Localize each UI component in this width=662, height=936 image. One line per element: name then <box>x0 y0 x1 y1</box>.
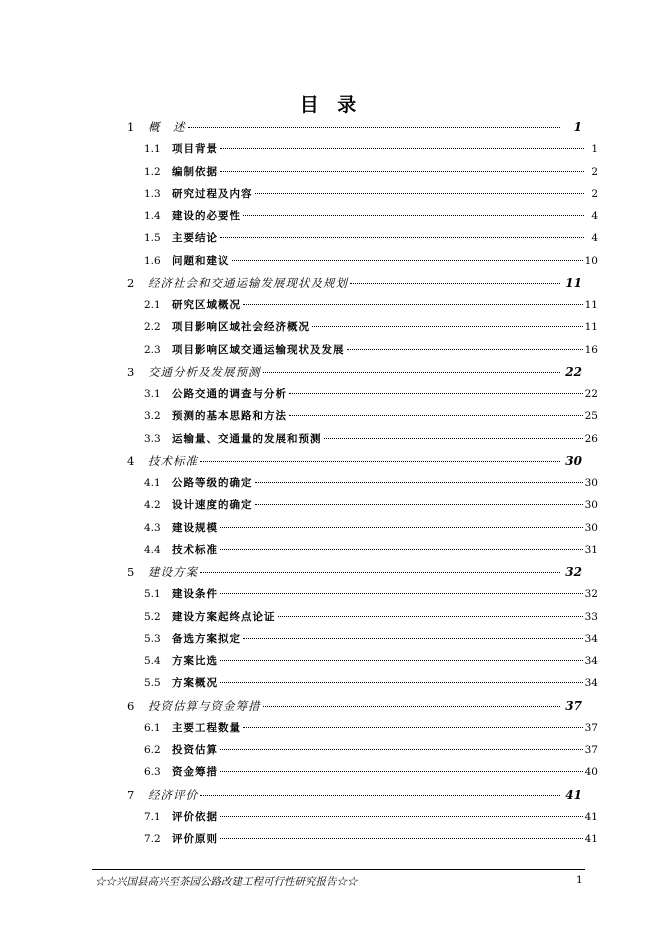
toc-entry-page: 1 <box>591 143 598 156</box>
toc-entry-label: 主要结论 <box>172 232 218 245</box>
toc-entry-page: 37 <box>584 744 598 756</box>
toc-entry-number: 2.2 <box>144 321 161 334</box>
toc-section-entry[interactable] <box>144 584 598 604</box>
toc-leader-dots <box>243 215 584 216</box>
toc-chapter-entry[interactable] <box>127 117 582 137</box>
toc-entry-number: 1.3 <box>144 187 161 200</box>
toc-leader-dots <box>289 415 583 416</box>
toc-entry-number: 2.3 <box>144 343 161 356</box>
toc-entry-number: 4.1 <box>144 477 161 489</box>
toc-leader-dots <box>350 283 560 284</box>
toc-entry-page: 30 <box>584 521 598 534</box>
footer-page-number: 1 <box>576 874 583 886</box>
toc-leader-dots <box>263 372 561 373</box>
toc-entry-label: 交通分析及发展预测 <box>148 364 261 379</box>
toc-entry-label: 方案比选 <box>172 655 218 667</box>
toc-entry-number: 5.2 <box>144 610 161 623</box>
toc-section-entry[interactable] <box>144 473 598 493</box>
toc-entry-number: 3.1 <box>144 388 161 400</box>
toc-entry-label: 备选方案拟定 <box>172 632 241 645</box>
toc-entry-page: 26 <box>584 432 598 445</box>
toc-entry-page: 32 <box>584 588 598 601</box>
toc-entry-label: 建设规模 <box>172 521 218 534</box>
toc-entry-label: 建设方案起终点论证 <box>172 610 276 623</box>
toc-leader-dots <box>220 682 583 683</box>
toc-entry-label: 公路交通的调查与分析 <box>172 388 287 400</box>
toc-leader-dots <box>243 727 583 728</box>
toc-entry-page: 22 <box>565 364 582 379</box>
page-title: 目 录 <box>299 94 363 116</box>
toc-section-entry[interactable] <box>144 629 598 649</box>
toc-entry-number: 4.2 <box>144 499 161 512</box>
toc-entry-page: 40 <box>584 766 598 779</box>
toc-entry-number: 5.4 <box>144 655 161 667</box>
toc-entry-number: 1.6 <box>144 254 161 267</box>
toc-entry-number: 7.1 <box>144 810 161 823</box>
toc-entry-page: 11 <box>584 321 598 334</box>
toc-chapter-entry[interactable] <box>127 696 582 716</box>
toc-entry-number: 2 <box>127 275 135 290</box>
toc-entry-page: 37 <box>565 698 582 713</box>
toc-entry-page: 1 <box>573 120 582 134</box>
toc-section-entry[interactable] <box>144 251 598 271</box>
toc-entry-page: 2 <box>591 165 598 178</box>
toc-entry-page: 16 <box>584 343 598 356</box>
toc-leader-dots <box>220 749 583 750</box>
toc-section-entry[interactable] <box>144 718 598 738</box>
toc-entry-label: 投资估算与资金筹措 <box>148 698 261 713</box>
toc-entry-number: 6.3 <box>144 766 161 779</box>
toc-section-entry[interactable] <box>144 807 598 827</box>
toc-entry-number: 4.4 <box>144 543 161 556</box>
toc-leader-dots <box>220 816 583 817</box>
toc-entry-page: 33 <box>584 610 598 623</box>
toc-leader-dots <box>243 638 583 639</box>
toc-entry-page: 34 <box>584 655 598 667</box>
toc-entry-number: 5 <box>127 565 135 579</box>
toc-entry-label: 概 述 <box>148 120 186 134</box>
toc-section-entry[interactable] <box>144 340 598 360</box>
toc-entry-page: 4 <box>591 210 598 222</box>
toc-entry-page: 11 <box>565 275 582 290</box>
toc-entry-page: 41 <box>584 810 598 823</box>
toc-chapter-entry[interactable] <box>127 451 582 471</box>
toc-leader-dots <box>200 795 560 796</box>
toc-entry-page: 2 <box>591 187 598 200</box>
toc-leader-dots <box>324 438 583 439</box>
toc-entry-page: 30 <box>584 499 598 512</box>
toc-leader-dots <box>220 171 584 172</box>
toc-entry-number: 6.1 <box>144 721 161 734</box>
toc-leader-dots <box>220 838 583 839</box>
toc-section-entry[interactable] <box>144 518 598 538</box>
toc-entry-page: 34 <box>584 632 598 645</box>
toc-section-entry[interactable] <box>144 495 598 515</box>
toc-entry-page: 4 <box>591 232 598 245</box>
toc-leader-dots <box>255 193 585 194</box>
toc-entry-label: 公路等级的确定 <box>172 477 253 489</box>
toc-entry-number: 1.4 <box>144 210 161 222</box>
toc-entry-number: 3.3 <box>144 432 161 445</box>
toc-entry-label: 项目背景 <box>172 143 218 156</box>
toc-entry-label: 评价原则 <box>172 833 218 845</box>
toc-section-entry[interactable] <box>144 429 598 449</box>
toc-entry-number: 1.1 <box>144 143 161 156</box>
toc-entry-page: 25 <box>584 410 598 423</box>
toc-entry-label: 方案概况 <box>172 677 218 690</box>
toc-entry-number: 6 <box>127 698 135 713</box>
toc-leader-dots <box>200 572 560 573</box>
toc-entry-number: 4.3 <box>144 521 161 534</box>
toc-leader-dots <box>278 616 583 617</box>
toc-entry-label: 项目影响区域社会经济概况 <box>172 321 310 334</box>
toc-leader-dots <box>232 260 583 261</box>
toc-entry-number: 7.2 <box>144 833 161 845</box>
toc-leader-dots <box>263 706 561 707</box>
toc-entry-label: 建设方案 <box>148 565 198 579</box>
toc-section-entry[interactable] <box>144 740 598 760</box>
toc-entry-number: 5.5 <box>144 677 161 690</box>
footer-text: ☆☆兴国县高兴至茶园公路改建工程可行性研究报告☆☆ <box>95 876 358 888</box>
toc-entry-number: 1.5 <box>144 232 161 245</box>
toc-leader-dots <box>220 148 584 149</box>
toc-entry-number: 1 <box>127 120 135 134</box>
toc-section-entry[interactable] <box>144 162 598 182</box>
toc-leader-dots <box>255 504 583 505</box>
toc-section-entry[interactable] <box>144 762 598 782</box>
toc-section-entry[interactable] <box>144 228 598 248</box>
toc-entry-label: 技术标准 <box>148 453 198 468</box>
toc-entry-page: 30 <box>584 477 598 489</box>
toc-leader-dots <box>220 527 583 528</box>
toc-entry-label: 经济评价 <box>148 787 198 802</box>
toc-entry-label: 建设条件 <box>172 588 218 601</box>
toc-entry-number: 4 <box>127 453 135 468</box>
toc-leader-dots <box>220 771 583 772</box>
toc-chapter-entry[interactable] <box>127 362 582 382</box>
toc-entry-label: 经济社会和交通运输发展现状及规划 <box>148 275 348 290</box>
toc-section-entry[interactable] <box>144 607 598 627</box>
toc-entry-label: 技术标准 <box>172 543 218 556</box>
toc-section-entry[interactable] <box>144 317 598 337</box>
toc-section-entry[interactable] <box>144 673 598 693</box>
toc-entry-number: 1.2 <box>144 165 161 178</box>
toc-entry-number: 3 <box>127 364 135 379</box>
toc-leader-dots <box>220 593 583 594</box>
toc-entry-label: 评价依据 <box>172 810 218 823</box>
toc-leader-dots <box>312 326 583 327</box>
toc-section-entry[interactable] <box>144 540 598 560</box>
toc-section-entry[interactable] <box>144 206 598 226</box>
toc-leader-dots <box>220 660 583 661</box>
toc-entry-label: 建设的必要性 <box>172 210 241 222</box>
toc-entry-page: 32 <box>565 565 582 579</box>
toc-entry-label: 投资估算 <box>172 744 218 756</box>
toc-section-entry[interactable] <box>144 139 598 159</box>
toc-entry-label: 研究区域概况 <box>172 299 241 311</box>
toc-leader-dots <box>289 393 583 394</box>
toc-chapter-entry[interactable] <box>127 273 582 293</box>
toc-leader-dots <box>243 304 583 305</box>
toc-entry-label: 设计速度的确定 <box>172 499 253 512</box>
toc-leader-dots <box>255 482 583 483</box>
toc-leader-dots <box>188 127 561 128</box>
toc-section-entry[interactable] <box>144 651 598 671</box>
toc-entry-page: 10 <box>584 254 598 267</box>
toc-entry-page: 11 <box>584 299 598 311</box>
toc-entry-page: 30 <box>565 453 582 468</box>
toc-leader-dots <box>347 349 583 350</box>
toc-entry-page: 41 <box>565 787 582 802</box>
toc-entry-label: 预测的基本思路和方法 <box>172 410 287 423</box>
toc-entry-label: 资金筹措 <box>172 766 218 779</box>
toc-entry-label: 研究过程及内容 <box>172 187 253 200</box>
toc-entry-page: 37 <box>584 721 598 734</box>
toc-leader-dots <box>220 549 583 550</box>
toc-section-entry[interactable] <box>144 406 598 426</box>
toc-chapter-entry[interactable] <box>127 785 582 805</box>
toc-entry-page: 34 <box>584 677 598 690</box>
toc-entry-number: 3.2 <box>144 410 161 423</box>
toc-entry-number: 7 <box>127 787 135 802</box>
toc-entry-page: 41 <box>584 833 598 845</box>
toc-leader-dots <box>220 237 584 238</box>
footer-divider <box>92 869 585 870</box>
toc-chapter-entry[interactable] <box>127 562 582 582</box>
toc-entry-label: 项目影响区域交通运输现状及发展 <box>172 343 345 356</box>
toc-section-entry[interactable] <box>144 184 598 204</box>
toc-entry-label: 运输量、交通量的发展和预测 <box>172 432 322 445</box>
toc-entry-number: 6.2 <box>144 744 161 756</box>
toc-entry-label: 编制依据 <box>172 165 218 178</box>
toc-section-entry[interactable] <box>144 384 598 404</box>
toc-entry-number: 5.3 <box>144 632 161 645</box>
toc-entry-label: 问题和建议 <box>172 254 230 267</box>
toc-entry-page: 22 <box>584 388 598 400</box>
toc-leader-dots <box>200 461 560 462</box>
toc-entry-number: 5.1 <box>144 588 161 601</box>
toc-entry-number: 2.1 <box>144 299 161 311</box>
toc-section-entry[interactable] <box>144 829 598 849</box>
toc-entry-label: 主要工程数量 <box>172 721 241 734</box>
toc-entry-page: 31 <box>584 543 598 556</box>
toc-section-entry[interactable] <box>144 295 598 315</box>
